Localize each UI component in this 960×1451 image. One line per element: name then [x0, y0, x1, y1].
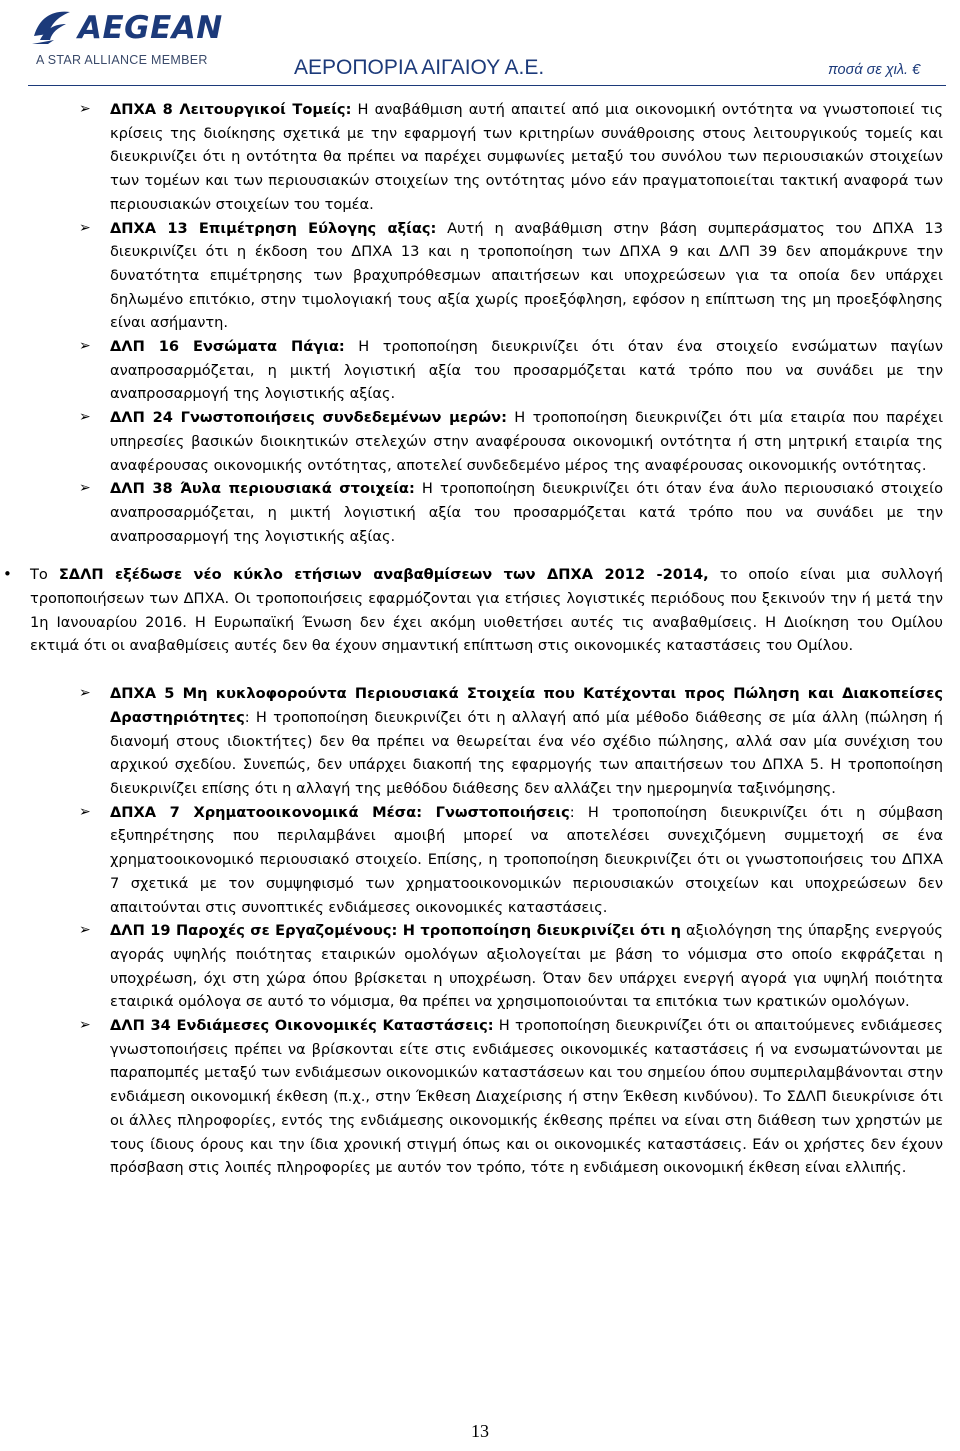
arrow-bullet-icon: ➢	[79, 803, 91, 820]
item-text: : Η τροποποίηση διευκρινίζει ότι η σύμβαση εξυπηρέτησης που περιλαμβάνει αμοιβή μπορεί να αποτελέσει συνεχιζόμενη συμμετοχή σε ένα χρηματοοικονομικό περιουσιακό στοιχείο. Επίσης, η τροποποίηση διευκρινίζει ότι οι γνωστοποιήσεις του ΔΠΧΑ 7 σχετικά με τον συμψηφισμό των χρηματοοικονομικών περιουσιακών στοιχείων και υποχρεώσεων δεν απαιτούνται στις συνοπτικές ενδιάμεσες οικονομικές καταστάσεις.	[110, 803, 943, 916]
item-title: ΔΠΧΑ 13 Επιμέτρηση Εύλογης αξίας:	[110, 219, 437, 237]
list-item	[79, 682, 943, 801]
page-number: 13	[471, 1421, 489, 1441]
logo-wordmark: AEGEAN	[78, 10, 223, 46]
list-item	[79, 98, 944, 217]
arrow-bullet-icon: ➢	[79, 685, 91, 702]
main-bullet	[3, 563, 943, 658]
item-title: ΔΛΠ 24 Γνωστοποιήσεις συνδεδεμένων μερών:	[110, 409, 507, 427]
list-item	[79, 217, 943, 336]
item-text: Η τροποποίηση διευκρινίζει ότι όταν ένα άυλο περιουσιακό στοιχείο αναπροσαρμόζεται, η μικτή λογιστική αξία του προσαρμόζεται κατά τρόπο που να συνάδει με την αναπροσαρμογή της λογιστικής αξίας.	[110, 480, 944, 545]
document-body	[0, 98, 960, 1180]
header-rule	[28, 85, 946, 86]
arrow-bullet-icon: ➢	[79, 409, 91, 426]
item-text: Η αναβάθμιση αυτή απαιτεί από μια οικονομική οντότητα να γνωστοποιεί τις κρίσεις της διοίκησης σχετικά με την εφαρμογή των κριτηρίων συνάθροισης στους λειτουργικούς τομείς και διευκρινίζει ότι η οντότητα θα πρέπει να παρέχει συμφωνίες μεταξύ του συνόλου των περιουσιακών στοιχείων των τομέων και των περιουσιακών στοιχείων της οντότητας μόνο εάν πραγματοποιείται τακτική αναφορά των περιουσιακών στοιχείων του τομέα.	[110, 101, 944, 213]
item-title: ΔΛΠ 19 Παροχές σε Εργαζομένους: Η τροποποίηση διευκρινίζει ότι η	[110, 922, 682, 940]
list-item	[79, 1014, 943, 1180]
arrow-bullet-icon: ➢	[79, 101, 91, 117]
main-bullet-pre: Το	[30, 566, 59, 584]
item-text: Η τροποποίηση διευκρινίζει ότι όταν ένα στοιχείο ενσώματων παγίων αναπροσαρμόζεται, η μικτή λογιστική αξία του προσαρμόζεται κατά τρόπο που να συνάδει με την αναπροσαρμογή της λογιστικής αξίας.	[110, 338, 943, 403]
item-text: Η τροποποίηση διευκρινίζει ότι μία εταιρία που παρέχει υπηρεσίες βασικών διοικητικών στελεχών στην αναφέρουσα οικονομική οντότητα ή στη μητρική εταιρία της αναφέρουσας οικονομικής οντότητας, αποτελεί συνδεδεμένο μέρος της αναφέρουσας οικονομικής οντότητας.	[110, 409, 944, 474]
arrow-bullet-icon: ➢	[79, 480, 91, 497]
dot-bullet-icon: •	[3, 565, 12, 584]
item-title: ΔΛΠ 38 Άυλα περιουσιακά στοιχεία:	[110, 480, 415, 498]
item-title: ΔΠΧΑ 8 Λειτουργικοί Τομείς:	[110, 101, 352, 118]
arrow-bullet-icon: ➢	[79, 338, 91, 355]
list-item	[79, 477, 944, 548]
item-title: ΔΠΧΑ 7 Χρηματοοικονομικά Μέσα: Γνωστοποιήσεις	[110, 803, 570, 821]
amount-note: ποσά σε χιλ. €	[828, 62, 921, 78]
list-item	[79, 801, 943, 920]
arrow-bullet-icon: ➢	[79, 1017, 91, 1034]
main-bullet-text: το οποίο είναι μια συλλογή τροποποιήσεων των ΔΠΧΑ. Οι τροποποιήσεις εφαρμόζονται για ετήσιες λογιστικές περιόδους που ξεκινούν την ή μετά την 1η Ιανουαρίου 2016. Η Ευρωπαϊκή Ένωση δεν έχει ακόμη υιοθετήσει αυτές τις αναβαθμίσεις. Η Διοίκηση του Ομίλου εκτιμά ότι οι αναβαθμίσεις αυτές δεν θα έχουν σημαντική επίπτωση στις οικονομικές καταστάσεις του Ομίλου.	[30, 566, 943, 655]
item-title: ΔΛΠ 16 Ενσώματα Πάγια:	[110, 338, 345, 356]
arrow-bullet-icon: ➢	[79, 219, 91, 236]
list-item	[79, 919, 943, 1014]
list-item	[79, 335, 943, 406]
list-item	[79, 406, 944, 477]
main-bullet-bold: ΣΔΛΠ εξέδωσε νέο κύκλο ετήσιων αναβαθμίσεων των ΔΠΧΑ 2012 -2014,	[58, 566, 709, 584]
item-text: Αυτή η αναβάθμιση στην βάση συμπεράσματος του ΔΠΧΑ 13 διευκρινίζει ότι η έκδοση του ΔΠΧΑ 13 και η τροποποίηση των ΔΠΧΑ 9 και ΔΛΠ 39 δεν απομάκρυνε την δυνατότητα επιμέτρησης των βραχυπρόθεσμων απαιτήσεων και υποχρεώσεων για τα οποία δεν υπάρχει δηλωμένο επιτόκιο, στην τιμολογιακή τους αξία χωρίς προεξόφληση, εφόσον η επίπτωση της μη προεξόφλησης είναι ασήμαντη.	[110, 219, 943, 332]
logo-tagline: A STAR ALLIANCE MEMBER	[36, 53, 208, 67]
aegean-logo	[26, 6, 256, 72]
page-header	[0, 0, 960, 86]
arrow-bullet-icon: ➢	[79, 922, 91, 939]
item-title: ΔΛΠ 34 Ενδιάμεσες Οικονομικές Καταστάσεις:	[110, 1017, 494, 1035]
company-name: ΑΕΡΟΠΟΡΙΑ ΑΙΓΑΙΟΥ Α.Ε.	[294, 56, 545, 79]
item-text: αξιολόγηση της ύπαρξης ενεργούς αγοράς υψηλής ποιότητας εταιρικών ομολόγων αξιολογείται με βάση το νόμισμα στο οποίο εκφράζεται η υποχρέωση, όχι στη χώρα όπου βρίσκεται η υποχρέωση. Όταν δεν υπάρχει ενεργή αγορά για υψηλή ποιότητα εταιρικά ομόλογα σε αυτό το νόμισμα, θα πρέπει να χρησιμοποιούνται τα επιτόκια των κρατικών ομολόγων.	[110, 922, 943, 1011]
item-text: Η τροποποίηση διευκρινίζει ότι οι απαιτούμενες ενδιάμεσες γνωστοποιήσεις πρέπει να βρίσκονται είτε στις ενδιάμεσες οικονομικές καταστάσεις ή να ενσωματώνονται με παραπομπές μεταξύ των ενδιάμεσων οικονομικών καταστάσεων και του σημείου όπου συμπεριλαμβάνονται στην ενδιάμεση οικονομική έκθεση (π.χ., στην Έκθεση Διαχείρισης ή στην Έκθεση κινδύνου). Το ΣΔΛΠ διευκρίνισε ότι οι άλλες πληροφορίες, εντός της ενδιάμεσης οικονομικής έκθεσης πρέπει να είναι στη διάθεση των χρηστών με τους ίδιους όρους και την ίδια χρονική στιγμή όπως και οι οικονομικές καταστάσεις. Εάν οι χρήστες δεν έχουν πρόσβαση στις λοιπές πληροφορίες με αυτόν τον τρόπο, τότε η ενδιάμεση οικονομική έκθεση είναι ελλιπής.	[110, 1017, 943, 1177]
bird-icon	[30, 6, 74, 46]
item-text: : Η τροποποίηση διευκρινίζει ότι η αλλαγή από μία μέθοδο διάθεσης σε μία άλλη (πώληση ή διανομή στους ιδιοκτήτες) δεν θα πρέπει να θεωρείται ένα νέο σχέδιο πώλησης, αλλά σαν μία συνέχιση του αρχικού σχεδίου. Συνεπώς, δεν υπάρχει διακοπή της εφαρμογής των απαιτήσεων του ΔΠΧΑ 5. Η τροποποίηση διευκρινίζει επίσης ότι η αλλαγή της μεθόδου διάθεσης δεν αλλάζει την ημερομηνία ταξινόμησης.	[110, 708, 943, 797]
item-title: ΔΠΧΑ 5 Μη κυκλοφορούντα Περιουσιακά Στοιχεία που Κατέχονται προς Πώληση και Διακοπείσες Δραστηριότητες	[110, 685, 943, 726]
